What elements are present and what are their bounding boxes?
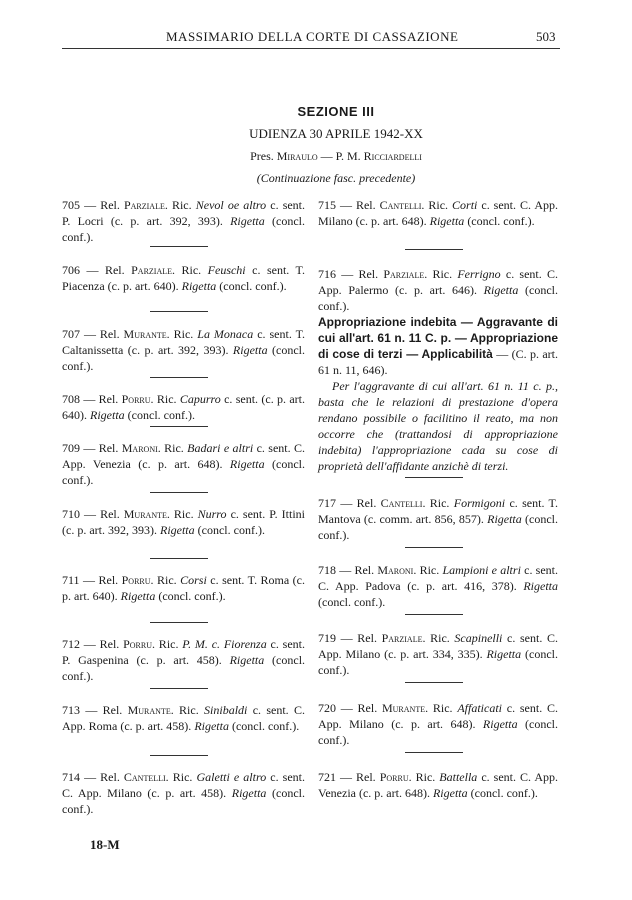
separator: [150, 755, 208, 756]
entry-707: 707 — Rel. Murante. Ric. La Monaca c. sent. T. Caltanissetta (c. p. art. 392, 393). Rigetta (concl. conf.).: [62, 327, 306, 373]
entry-709: 709 — Rel. Maroni. Ric. Badari e altri c. sent. C. App. Venezia (c. p. art. 648). Rigetta (concl. conf.).: [62, 441, 305, 487]
separator: [405, 477, 463, 478]
entry-708: 708 — Rel. Porru. Ric. Capurro c. sent. (c. p. art. 640). Rigetta (concl. conf.).: [62, 392, 305, 422]
separator: [405, 752, 463, 753]
pm-name: Ricciardelli: [363, 149, 422, 163]
separator: [150, 492, 208, 493]
entry-712: 712 — Rel. Porru. Ric. P. M. c. Fiorenza c. sent. P. Gaspenina (c. p. art. 458). Rigetta (concl. conf.).: [62, 637, 306, 683]
page-number: 503: [536, 29, 556, 44]
entry-718: 718 — Rel. Maroni. Ric. Lampioni e altri c. sent. C. App. Padova (c. p. art. 416, 378). Rigetta (concl. conf.).: [318, 563, 559, 609]
entry-706: 706 — Rel. Parziale. Ric. Feuschi c. sent. T. Piacenza (c. p. art. 640). Rigetta (concl. conf.).: [62, 263, 305, 293]
separator: [405, 249, 463, 250]
presiding-line: [0, 149, 632, 164]
separator: [150, 377, 208, 378]
entry-714: 714 — Rel. Cantelli. Ric. Galetti e altro c. sent. C. App. Milano (c. p. art. 458). Rigetta (concl. conf.).: [62, 770, 306, 816]
section-title: SEZIONE III: [297, 104, 375, 119]
entry-719: 719 — Rel. Parziale. Ric. Scapinelli c. sent. C. App. Milano (c. p. art. 334, 335). Rigetta (concl. conf.).: [318, 631, 559, 677]
entry-721: 721 — Rel. Porru. Ric. Battella c. sent. C. App. Venezia (c. p. art. 648). Rigetta (concl. conf.).: [318, 770, 559, 800]
entry-713: 713 — Rel. Murante. Ric. Sinibaldi c. sent. C. App. Roma (c. p. art. 458). Rigetta (concl. conf.).: [62, 703, 305, 733]
separator: [150, 622, 208, 623]
separator: [150, 426, 208, 427]
pm-label: — P. M.: [320, 149, 361, 163]
entry-720: 720 — Rel. Murante. Ric. Affaticati c. sent. C. App. Milano (c. p. art. 648). Rigetta (concl. conf.).: [318, 701, 559, 747]
continuation-note: (Continuazione fasc. precedente): [256, 171, 416, 185]
separator: [405, 614, 463, 615]
pres-name: Miraulo: [276, 149, 318, 163]
hearing-date: UDIENZA 30 APRILE 1942-XX: [249, 126, 423, 141]
massima-heading: Appropriazione indebita — Aggravante di cui all'art. 61 n. 11 C. p. — Appropriazione di cose di terzi — Applicabilità: [318, 315, 558, 361]
entry-716: 716 — Rel. Parziale. Ric. Ferrigno c. sent. C. App. Palermo (c. p. art. 646). Rigetta (concl. conf.).: [318, 267, 558, 313]
separator: [150, 246, 208, 247]
separator: [150, 311, 208, 312]
entry-711: 711 — Rel. Porru. Ric. Corsi c. sent. T. Roma (c. p. art. 640). Rigetta (concl. conf.).: [62, 573, 305, 603]
entry-715: 715 — Rel. Cantelli. Ric. Corti c. sent. C. App. Milano (c. p. art. 648). Rigetta (concl. conf.).: [318, 198, 558, 228]
header-rule: [62, 48, 560, 49]
massima-text: Per l'aggravante di cui all'art. 61 n. 11 c. p., basta che le relazioni di prestazione d'opera rendano possibile o facilitino il reato, ma non occorre che (trattandosi di appropriazione indebita) l'appropriazione cada su cose di proprietà dell'affidante anzichè di terzi.: [318, 379, 558, 473]
signature-mark: 18-M: [90, 837, 120, 852]
running-header: MASSIMARIO DELLA CORTE DI CASSAZIONE: [166, 29, 459, 44]
massima-block: [318, 314, 558, 474]
separator: [405, 682, 463, 683]
separator: [150, 558, 208, 559]
separator: [405, 547, 463, 548]
entry-717: 717 — Rel. Cantelli. Ric. Formigoni c. sent. T. Mantova (c. comm. art. 856, 857). Rigetta (concl. conf.).: [318, 496, 559, 542]
massima-ref: — (C. p. art. 61 n. 11, 646).: [318, 347, 559, 377]
separator: [150, 688, 208, 689]
entry-705: 705 — Rel. Parziale. Ric. Nevol oe altro c. sent. P. Locri (c. p. art. 392, 393). Rigetta (concl. conf.).: [62, 198, 306, 244]
entry-710: 710 — Rel. Murante. Ric. Nurro c. sent. P. Ittini (c. p. art. 392, 393). Rigetta (concl. conf.).: [62, 507, 305, 537]
pres-label: Pres.: [250, 149, 274, 163]
